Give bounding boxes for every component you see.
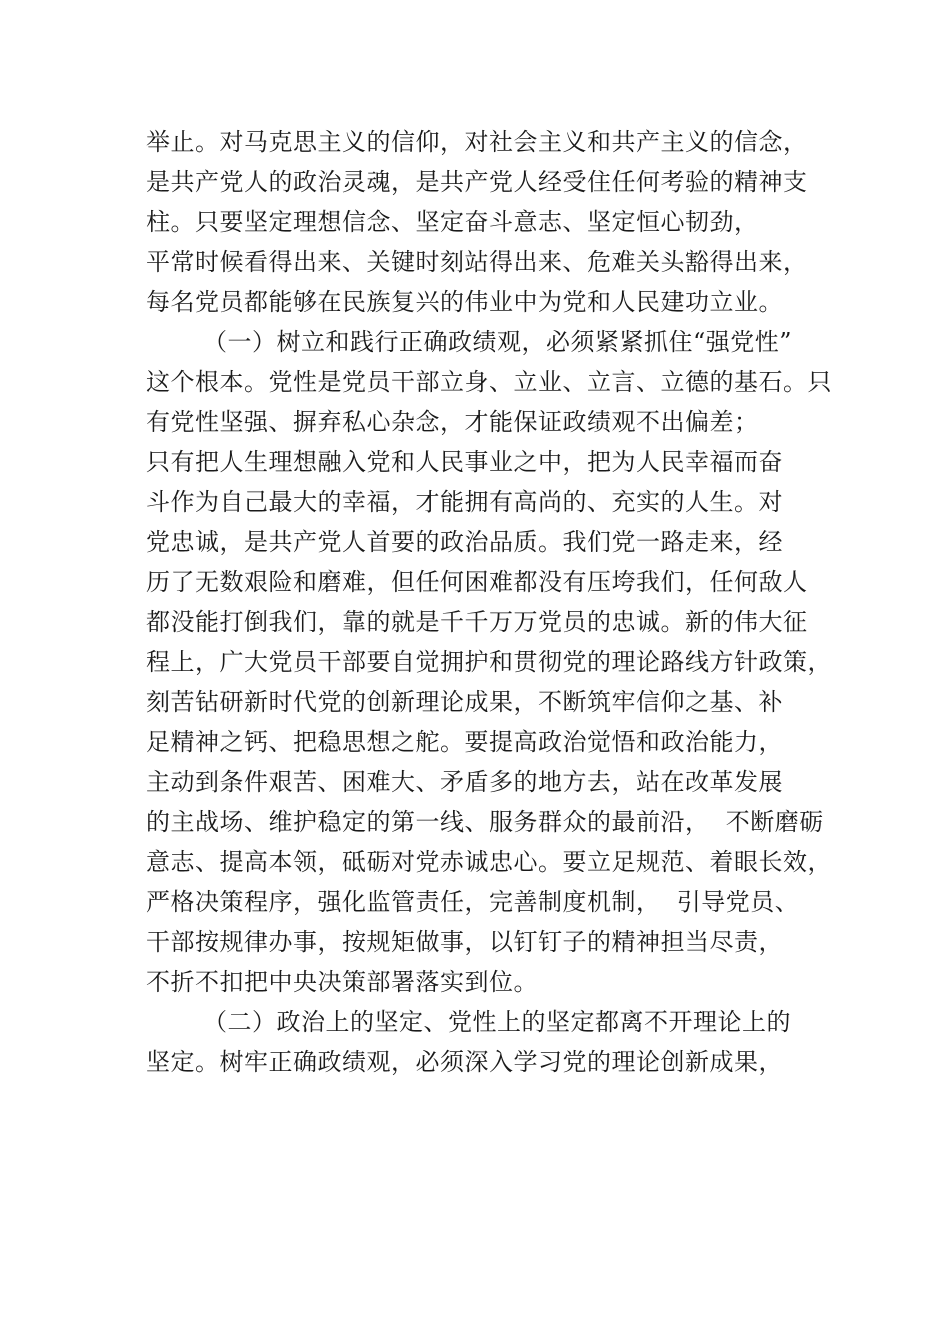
text-line: 只有把人生理想融入党和人民事业之中，把为人民幸福而奋 <box>146 448 783 476</box>
text-line: 主动到条件艰苦、困难大、矛盾多的地方去，站在改革发展 <box>146 768 783 796</box>
text-line: 历了无数艰险和磨难，但任何困难都没有压垮我们，任何敌人 <box>146 568 808 596</box>
text-line: 刻苦钻研新时代党的创新理论成果，不断筑牢信仰之基、补 <box>146 688 783 716</box>
paragraph-heading-2: （二）政治上的坚定、党性上的坚定都离不开理论上的 <box>203 1008 791 1036</box>
paragraph-heading-1: （一）树立和践行正确政绩观，必须紧紧抓住“强党性” <box>203 328 793 356</box>
text-line: 程上，广大党员干部要自觉拥护和贯彻党的理论路线方针政策， <box>146 648 832 676</box>
text-line: 柱。只要坚定理想信念、坚定奋斗意志、坚定恒心韧劲， <box>146 208 759 236</box>
text-line: 斗作为自己最大的幸福，才能拥有高尚的、充实的人生。对 <box>146 488 783 516</box>
text-line: 足精神之钙、把稳思想之舵。要提高政治觉悟和政治能力， <box>146 728 783 756</box>
text-line: 严格决策程序，强化监管责任，完善制度机制， 引导党员、 <box>146 888 800 916</box>
text-line: 平常时候看得出来、关键时刻站得出来、危难关头豁得出来， <box>146 248 808 276</box>
text-line: 举止。对马克思主义的信仰，对社会主义和共产主义的信念， <box>146 128 808 156</box>
text-line: 都没能打倒我们，靠的就是千千万万党员的忠诚。新的伟大征 <box>146 608 808 636</box>
text-line: 的主战场、维护稳定的第一线、服务群众的最前沿， 不断磨砺 <box>146 808 824 836</box>
text-line: 是共产党人的政治灵魂，是共产党人经受住任何考验的精神支 <box>146 168 808 196</box>
text-line: 这个根本。党性是党员干部立身、立业、立言、立德的基石。只 <box>146 368 832 396</box>
text-line: 意志、提高本领，砥砺对党赤诚忠心。要立足规范、着眼长效， <box>146 848 832 876</box>
text-line: 党忠诚，是共产党人首要的政治品质。我们党一路走来，经 <box>146 528 783 556</box>
text-line: 坚定。树牢正确政绩观，必须深入学习党的理论创新成果， <box>146 1048 783 1076</box>
text-line: 每名党员都能够在民族复兴的伟业中为党和人民建功立业。 <box>146 288 783 316</box>
text-line: 不折不扣把中央决策部署落实到位。 <box>146 968 538 996</box>
text-line: 干部按规律办事，按规矩做事，以钉钉子的精神担当尽责， <box>146 928 783 956</box>
text-line: 有党性坚强、摒弃私心杂念，才能保证政绩观不出偏差； <box>146 408 759 436</box>
